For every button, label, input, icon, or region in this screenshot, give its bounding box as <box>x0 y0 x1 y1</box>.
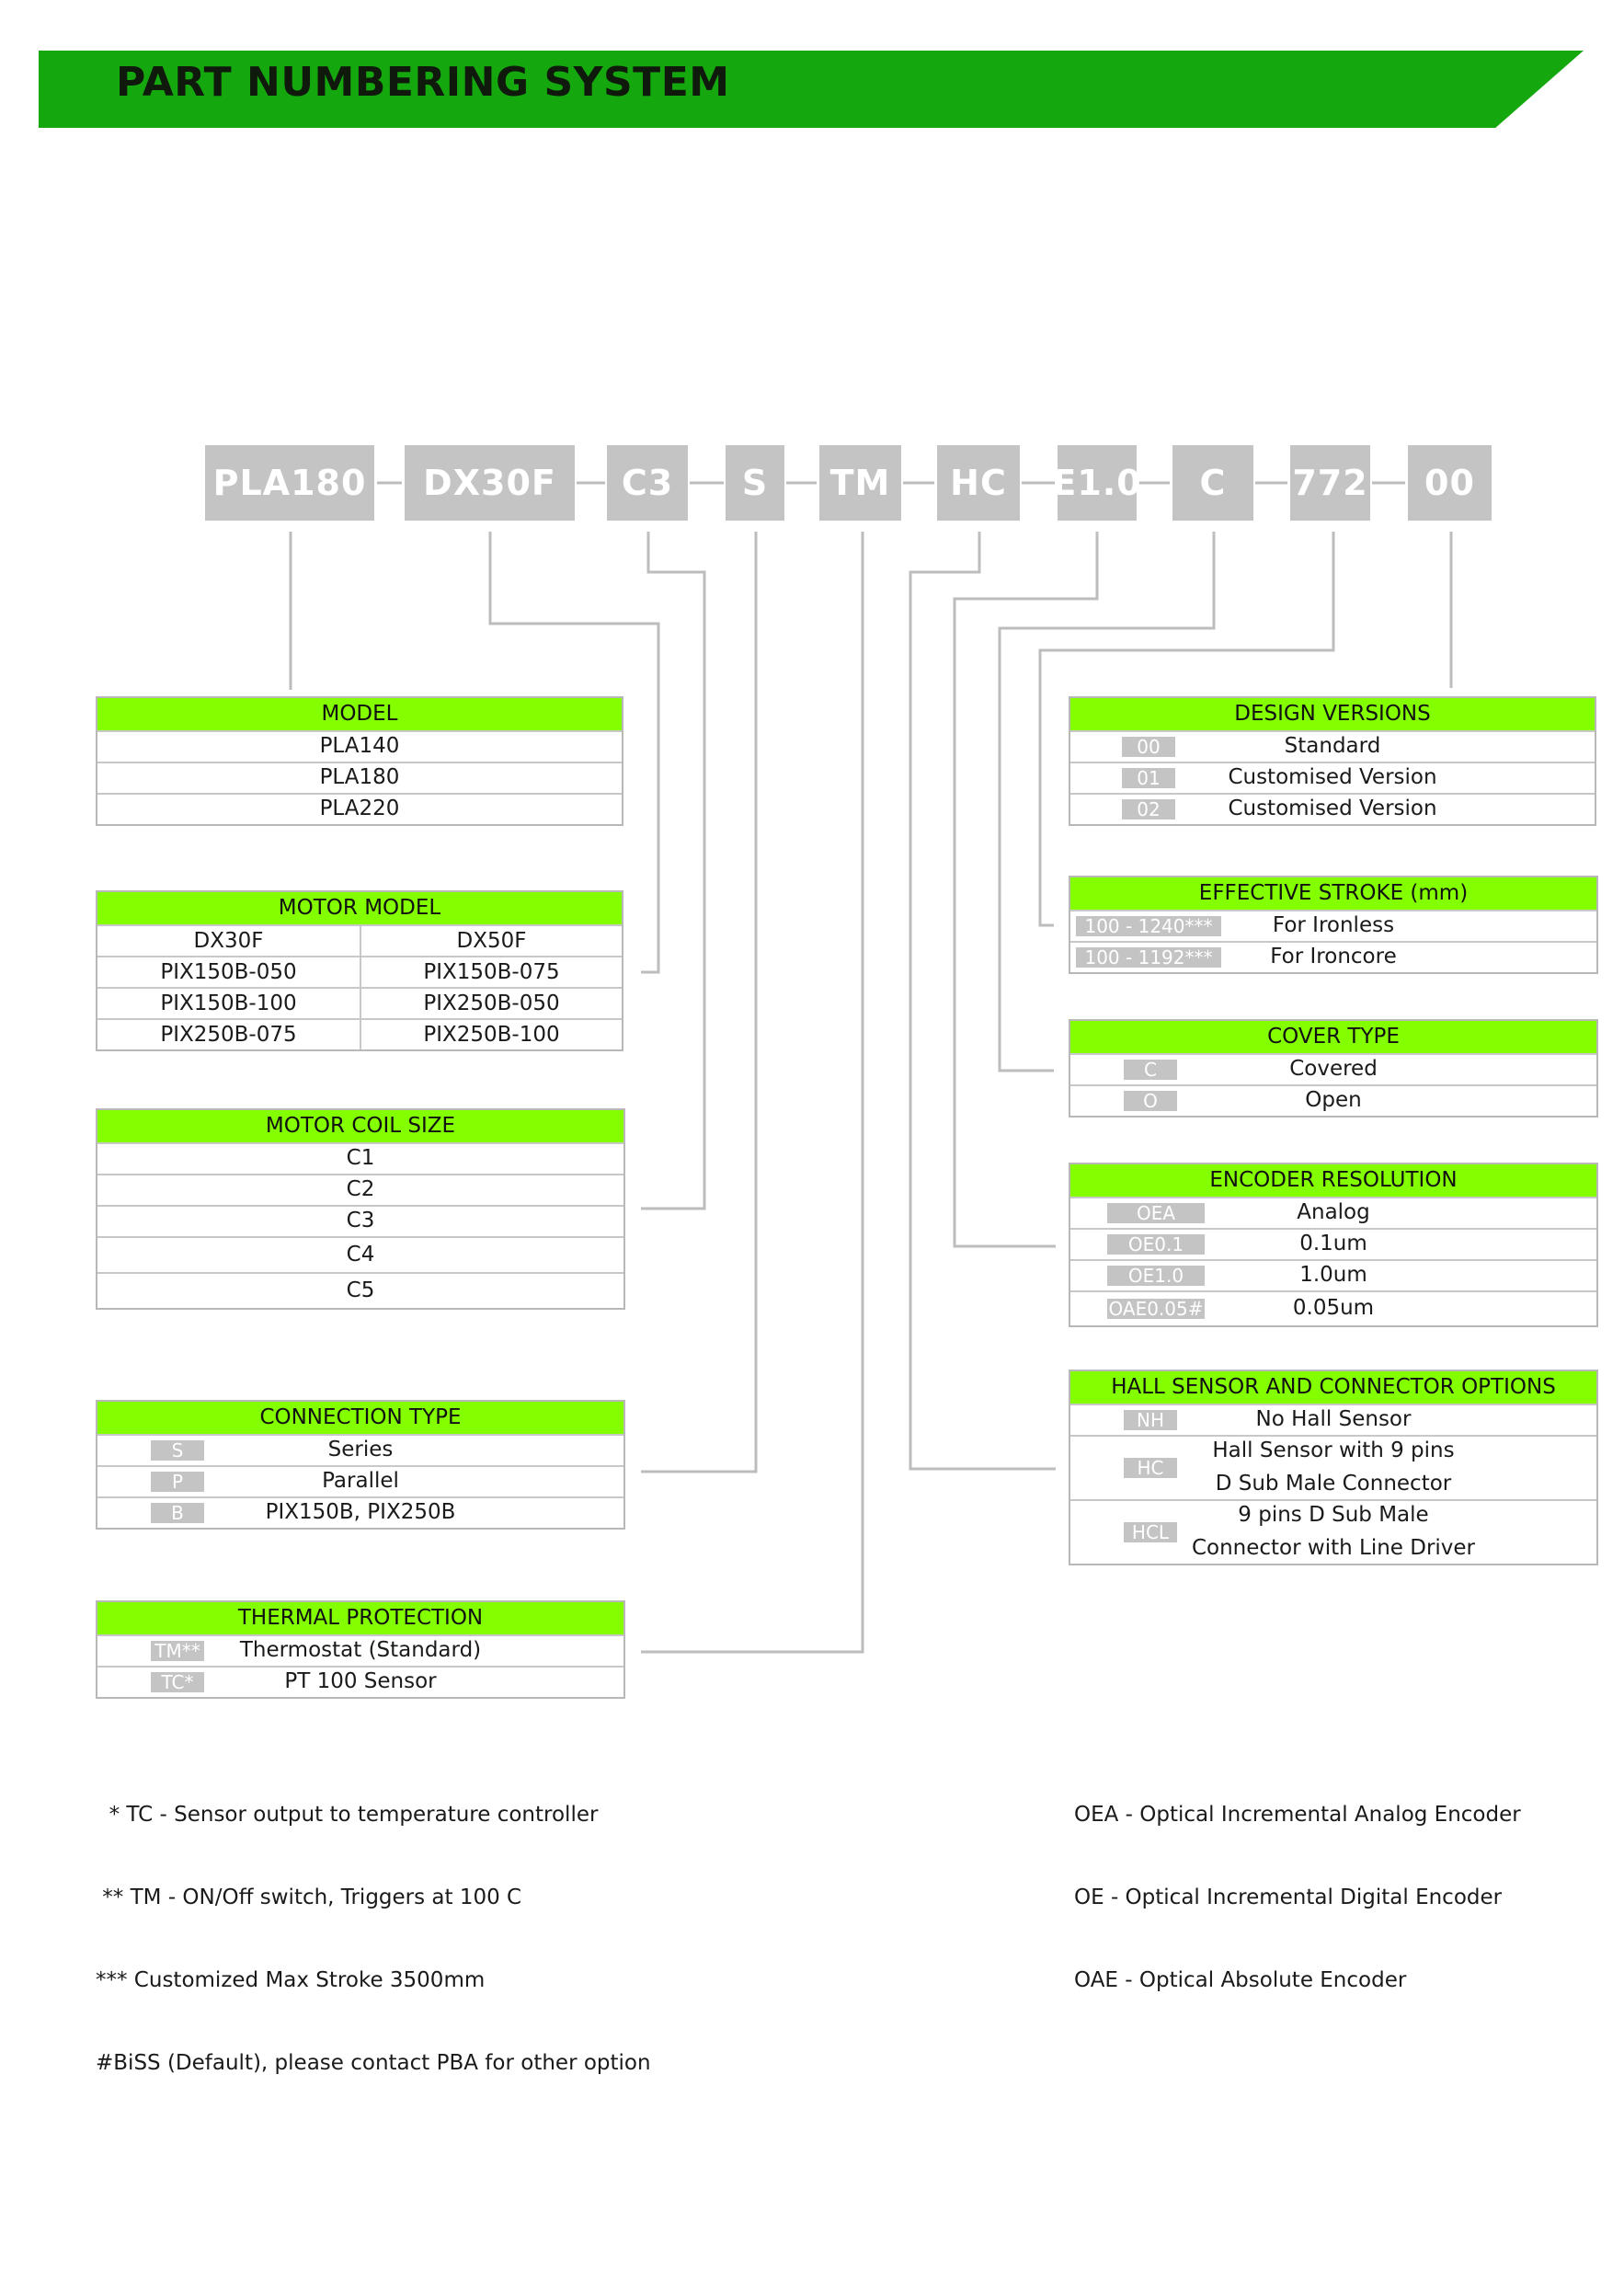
table-row <box>1070 1197 1596 1228</box>
code-tag: C <box>1124 1060 1177 1080</box>
code-tag: B <box>151 1503 204 1523</box>
table-row <box>97 1018 622 1049</box>
option-text: Covered <box>1289 1057 1378 1082</box>
thermal-protection-table <box>96 1600 625 1699</box>
model-value: PLA140 <box>319 734 400 759</box>
table-row <box>1070 730 1595 762</box>
part-segment-cover-type: C <box>1172 445 1253 521</box>
table-row <box>97 730 622 762</box>
footnotes-left <box>96 1746 651 2104</box>
footnote: OAE - Optical Absolute Encoder <box>1074 1968 1407 1992</box>
option-text: Thermostat (Standard) <box>239 1638 482 1663</box>
code-tag: OAE0.05# <box>1108 1298 1204 1320</box>
table-row <box>1070 1290 1596 1325</box>
code-tag: NH <box>1124 1410 1177 1430</box>
coil-size-value: C2 <box>346 1177 375 1202</box>
table-row <box>97 1496 623 1528</box>
code-tag: OEA <box>1107 1203 1205 1223</box>
motor-model-value: PIX150B-050 <box>97 957 361 987</box>
part-segment-stroke: 772 <box>1290 445 1370 521</box>
option-text-line: Hall Sensor with 9 pins <box>1212 1439 1455 1463</box>
part-segment-encoder: E1.0 <box>1058 445 1137 521</box>
code-tag: TC* <box>151 1672 204 1692</box>
code-tag: HC <box>1124 1458 1177 1478</box>
option-text: 0.05um <box>1292 1296 1375 1321</box>
footnote: #BiSS (Default), please contact PBA for other option <box>96 2051 651 2075</box>
leader-thermal <box>641 532 863 1652</box>
table-row <box>97 1434 623 1465</box>
connection-type-table <box>96 1400 625 1530</box>
table-header: HALL SENSOR AND CONNECTOR OPTIONS <box>1070 1371 1596 1404</box>
coil-size-value: C5 <box>346 1278 375 1302</box>
table-row <box>1070 1259 1596 1290</box>
motor-model-value: PIX150B-100 <box>97 989 361 1018</box>
table-row <box>1070 1053 1596 1084</box>
footnotes-right <box>1074 1746 1521 2022</box>
code-tag: 01 <box>1122 768 1175 788</box>
part-segment-thermal: TM <box>819 445 901 521</box>
table-row <box>97 1174 623 1205</box>
part-segment-model: PLA180 <box>205 445 374 521</box>
design-versions-table <box>1069 696 1596 826</box>
option-text-line: 9 pins D Sub Male <box>1238 1503 1429 1528</box>
motor-model-value: DX30F <box>97 926 361 956</box>
table-header: MOTOR MODEL <box>97 892 622 924</box>
option-text: No Hall Sensor <box>1255 1407 1412 1432</box>
table-row <box>1070 1084 1596 1116</box>
cover-type-table <box>1069 1019 1598 1118</box>
option-text: 1.0um <box>1299 1263 1367 1288</box>
table-header: MOTOR COIL SIZE <box>97 1110 623 1142</box>
option-text: Customised Version <box>1228 797 1437 821</box>
model-value: PLA180 <box>319 765 400 790</box>
footnote: ** TM - ON/Off switch, Triggers at 100 C <box>96 1886 522 1909</box>
table-row <box>97 1205 623 1236</box>
page-title: PART NUMBERING SYSTEM <box>116 59 730 106</box>
motor-model-value: PIX250B-075 <box>97 1020 361 1049</box>
table-header: DESIGN VERSIONS <box>1070 698 1595 730</box>
table-header: CONNECTION TYPE <box>97 1402 623 1434</box>
table-row <box>1070 1499 1596 1564</box>
code-tag: P <box>151 1472 204 1492</box>
option-text: 0.1um <box>1299 1232 1367 1256</box>
option-text: For Ironcore <box>1270 945 1397 969</box>
table-row <box>1070 941 1596 972</box>
motor-model-value: PIX250B-100 <box>423 1023 560 1047</box>
part-segment-coil-size: C3 <box>607 445 688 521</box>
code-tag: OE0.1 <box>1107 1234 1205 1255</box>
table-row <box>97 1236 623 1272</box>
leader-hall-sensor <box>910 532 1056 1469</box>
table-row <box>1070 762 1595 793</box>
code-tag: 100 - 1240*** <box>1076 916 1221 936</box>
code-tag: OE1.0 <box>1107 1266 1205 1286</box>
table-row <box>1070 1435 1596 1499</box>
model-value: PLA220 <box>319 797 400 821</box>
code-tag: 02 <box>1122 799 1175 820</box>
option-text: Open <box>1305 1088 1362 1113</box>
option-text-line: Connector with Line Driver <box>1191 1536 1476 1560</box>
table-row <box>97 956 622 987</box>
footnote: OE - Optical Incremental Digital Encoder <box>1074 1886 1503 1909</box>
code-tag: 100 - 1192*** <box>1076 947 1221 968</box>
table-row <box>97 1272 623 1308</box>
code-tag: S <box>151 1440 204 1461</box>
code-tag: 00 <box>1122 737 1175 757</box>
part-segment-motor-model: DX30F <box>405 445 575 521</box>
table-row <box>1070 1228 1596 1259</box>
table-row <box>97 987 622 1018</box>
table-row <box>97 1465 623 1496</box>
motor-model-value: DX50F <box>456 929 527 953</box>
table-row <box>97 793 622 824</box>
table-header: MODEL <box>97 698 622 730</box>
table-row <box>1070 910 1596 941</box>
model-table <box>96 696 623 826</box>
option-text: Customised Version <box>1228 765 1437 790</box>
footnote: * TC - Sensor output to temperature controller <box>96 1803 599 1827</box>
option-text: PT 100 Sensor <box>284 1669 437 1694</box>
part-segment-connection-type: S <box>726 445 784 521</box>
motor-model-table <box>96 890 623 1051</box>
code-tag: HCL <box>1124 1522 1177 1542</box>
option-text: For Ironless <box>1272 913 1395 938</box>
option-text <box>1070 1437 1596 1499</box>
encoder-resolution-table <box>1069 1163 1598 1327</box>
table-row <box>1070 793 1595 824</box>
motor-model-value: PIX250B-050 <box>423 991 560 1015</box>
coil-size-value: C4 <box>346 1242 375 1267</box>
table-header: ENCODER RESOLUTION <box>1070 1164 1596 1197</box>
leader-coil-size <box>641 532 704 1209</box>
effective-stroke-table <box>1069 876 1598 974</box>
coil-size-value: C3 <box>346 1209 375 1233</box>
option-text: Parallel <box>322 1469 399 1494</box>
table-row <box>97 1142 623 1174</box>
coil-size-value: C1 <box>346 1146 375 1171</box>
code-tag: O <box>1124 1091 1177 1111</box>
option-text: Standard <box>1284 734 1381 759</box>
table-row <box>97 1634 623 1666</box>
code-tag: TM** <box>151 1641 204 1661</box>
part-segment-design-version: 00 <box>1408 445 1492 521</box>
table-header: COVER TYPE <box>1070 1021 1596 1053</box>
option-text: Analog <box>1297 1200 1370 1225</box>
option-text <box>1070 1501 1596 1564</box>
part-segment-hall-sensor: HC <box>937 445 1020 521</box>
table-row <box>97 762 622 793</box>
option-text-line: D Sub Male Connector <box>1215 1472 1452 1496</box>
table-row <box>97 1666 623 1697</box>
motor-coil-size-table <box>96 1108 625 1310</box>
option-text: PIX150B, PIX250B <box>265 1500 456 1525</box>
footnote: *** Customized Max Stroke 3500mm <box>96 1968 486 1992</box>
table-header: EFFECTIVE STROKE (mm) <box>1070 877 1596 910</box>
motor-model-value: PIX150B-075 <box>423 960 560 984</box>
table-row <box>97 924 622 956</box>
hall-sensor-table <box>1069 1370 1598 1565</box>
footnote: OEA - Optical Incremental Analog Encoder <box>1074 1803 1521 1827</box>
table-header: THERMAL PROTECTION <box>97 1602 623 1634</box>
option-text: Series <box>327 1438 394 1462</box>
table-row <box>1070 1404 1596 1435</box>
